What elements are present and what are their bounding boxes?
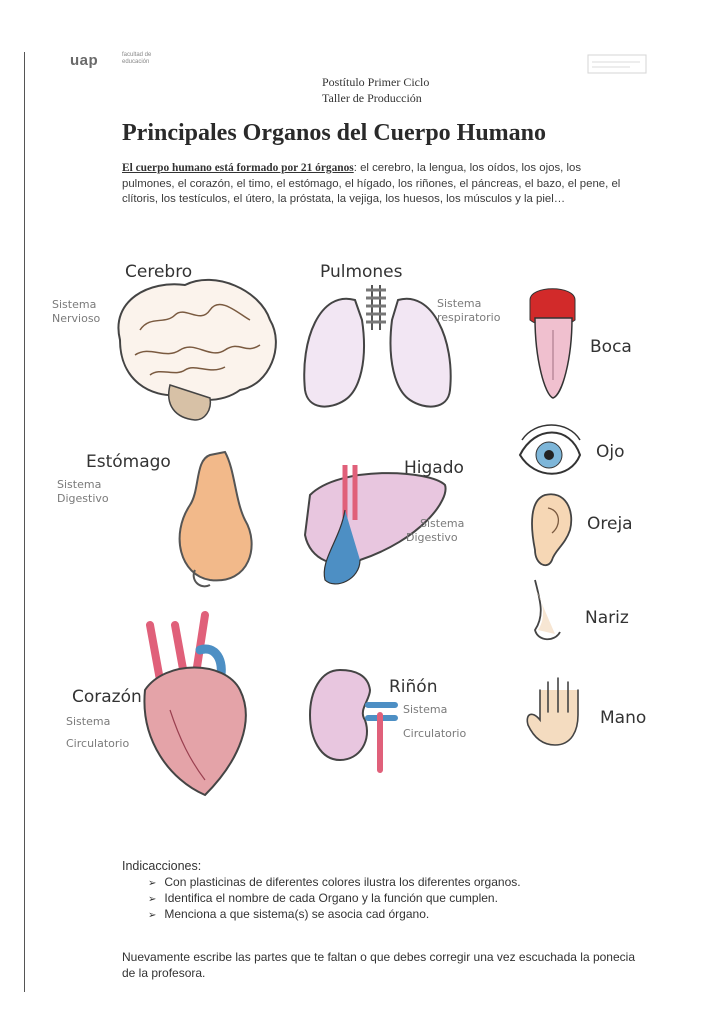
eye-icon [520,425,580,474]
hand-icon [527,678,578,745]
university-logo-subtitle: facultad de educación [122,52,152,65]
page-title: Principales Organos del Cuerpo Humano [122,120,547,146]
closing-paragraph: Nuevamente escribe las partes que te faltan o que debes corregir una vez escuchada la ponecia de la profesora. [122,950,635,980]
lungs-system-line1: Sistema [437,297,482,310]
indication-item: ➢ Identifica el nombre de cada Organo y la función que cumplen. [148,891,521,907]
workshop-name: Taller de Producción [322,91,422,105]
kidney-system-line1: Sistema [403,703,448,716]
indication-item: ➢ Con plasticinas de diferentes colores ilustra los diferentes organos. [148,875,521,891]
label-liver: Higado [404,458,464,478]
label-heart: Corazón [72,687,142,707]
program-name: Postítulo Primer Ciclo [322,75,430,89]
heart-system-line2: Circulatorio [66,737,130,750]
ear-icon [532,494,571,565]
lungs-system-line2: respiratorio [437,311,501,324]
brain-system-line1: Sistema [52,298,97,311]
intro-text: : el cerebro, la lengua, los oídos, los ojos, los pulmones, el corazón, el timo, el estómago, el hígado, los riñones, el páncreas, el bazo, el pene, el clítoris, los testículos, el útero, la próstata, la vejiga, los huesos, los músculos y la piel… [122,162,621,205]
mouth-icon [530,289,575,398]
brain-icon [118,280,275,420]
label-nose: Nariz [585,608,629,628]
corner-stamp-icon [588,55,646,73]
kidney-system-line2: Circulatorio [403,727,467,740]
stomach-system-line2: Digestivo [57,492,109,505]
label-hand: Mano [600,708,647,728]
indications-list [148,875,521,923]
liver-system-line2: Digestivo [406,531,458,544]
label-kidney: Riñón [389,677,438,697]
label-ear: Oreja [587,514,633,534]
intro-lead: El cuerpo humano está formado por 21 órganos [122,162,354,174]
liver-system-line1: Sistema [420,517,465,530]
label-eye: Ojo [596,442,625,462]
heart-system-line1: Sistema [66,715,111,728]
nose-icon [535,580,560,639]
university-logo: uap [70,52,99,69]
lungs-icon [304,285,450,407]
stomach-system-line1: Sistema [57,478,102,491]
label-lungs: Pulmones [320,262,403,282]
label-stomach: Estómago [86,452,171,472]
label-mouth: Boca [590,337,632,357]
kidney-icon [310,670,395,770]
heart-icon [144,615,245,795]
label-brain: Cerebro [125,262,193,282]
brain-system-line2: Nervioso [52,312,101,325]
indications-title: Indicacciones: [122,859,202,873]
stomach-icon [180,452,252,586]
indication-item: ➢ Menciona a que sistema(s) se asocia cad órgano. [148,907,521,923]
